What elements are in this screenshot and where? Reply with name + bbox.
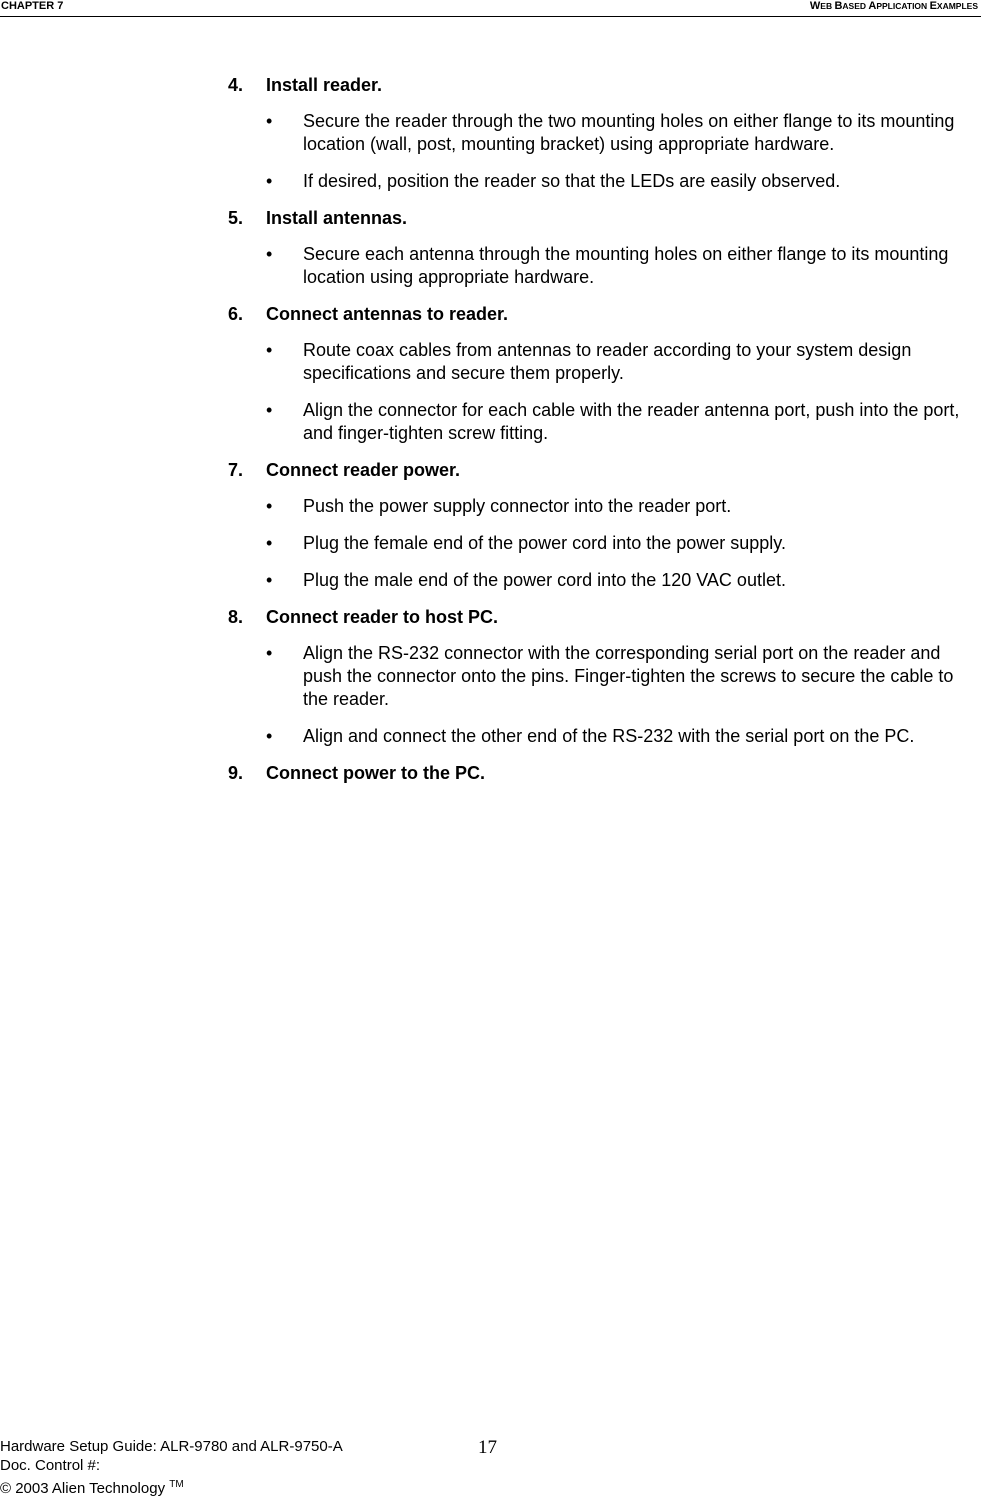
step-heading: [228, 762, 973, 784]
bullet-text: Align the connector for each cable with the reader antenna port, push into the port, and finger-tighten screw fitting.: [303, 400, 960, 443]
bullet-dot-icon: •: [266, 726, 273, 746]
step-item: [228, 762, 973, 784]
bullet-text: If desired, position the reader so that the LEDs are easily observed.: [303, 171, 841, 191]
bullet-dot-icon: •: [266, 244, 273, 264]
step-item: [228, 606, 973, 748]
page-header: [0, 0, 981, 17]
installation-steps: [228, 74, 973, 798]
bullet-text: Align and connect the other end of the RS-232 with the serial port on the PC.: [303, 726, 915, 746]
bullet-text: Align the RS-232 connector with the corresponding serial port on the reader and push the connector onto the pins. Finger-tighten the screws to secure the cable to the reader.: [303, 643, 954, 709]
step-heading: [228, 303, 973, 325]
bullet-dot-icon: •: [266, 400, 273, 420]
step-number: 7.: [228, 460, 244, 480]
trademark-mark: TM: [169, 1479, 184, 1490]
step-bullet-list: [228, 110, 973, 193]
copyright-text: © 2003 Alien Technology: [0, 1480, 166, 1497]
bullet-text: Plug the female end of the power cord into the power supply.: [303, 533, 786, 553]
bullet-dot-icon: •: [266, 340, 273, 360]
step-title: Connect power to the PC.: [266, 763, 486, 783]
step-heading: [228, 606, 973, 628]
section-title-cap: E: [929, 0, 937, 12]
bullet-item: [228, 569, 973, 592]
bullet-dot-icon: •: [266, 111, 273, 131]
section-title-rest: XAMPLES: [936, 1, 978, 11]
step-item: [228, 303, 973, 445]
step-title: Connect reader to host PC.: [266, 607, 499, 627]
section-title-rest: EB: [820, 1, 835, 11]
step-item: [228, 207, 973, 289]
step-number: 4.: [228, 75, 244, 95]
step-bullet-list: [228, 642, 973, 748]
step-title: Install reader.: [266, 75, 383, 95]
step-bullet-list: [228, 339, 973, 445]
bullet-dot-icon: •: [266, 171, 273, 191]
bullet-item: [228, 170, 973, 193]
bullet-item: [228, 725, 973, 748]
section-title-cap: W: [809, 0, 821, 12]
bullet-dot-icon: •: [266, 643, 273, 663]
bullet-item: [228, 399, 973, 445]
footer-doc-control: Doc. Control #:: [0, 1457, 101, 1474]
page-number: 17: [478, 1437, 497, 1458]
bullet-text: Push the power supply connector into the reader port.: [303, 496, 732, 516]
step-number: 9.: [228, 763, 244, 783]
step-number: 6.: [228, 304, 244, 324]
step-item: [228, 459, 973, 592]
step-heading: [228, 459, 973, 481]
bullet-dot-icon: •: [266, 570, 273, 590]
footer-copyright: [0, 1475, 343, 1498]
bullet-text: Route coax cables from antennas to reader according to your system design specifications and secure them properly.: [303, 340, 912, 383]
bullet-item: [228, 642, 973, 711]
step-item: [228, 74, 973, 193]
bullet-item: [228, 243, 973, 289]
step-heading: [228, 74, 973, 96]
step-number: 5.: [228, 208, 244, 228]
bullet-dot-icon: •: [266, 533, 273, 553]
bullet-item: [228, 110, 973, 156]
step-title: Connect reader power.: [266, 460, 461, 480]
step-title: Install antennas.: [266, 208, 408, 228]
bullet-dot-icon: •: [266, 496, 273, 516]
step-heading: [228, 207, 973, 229]
step-number: 8.: [228, 607, 244, 627]
bullet-item: [228, 532, 973, 555]
bullet-item: [228, 495, 973, 518]
bullet-text: Plug the male end of the power cord into the 120 VAC outlet.: [303, 570, 786, 590]
section-title-cap: A: [868, 0, 877, 12]
bullet-text: Secure the reader through the two mounting holes on either flange to its mounting location (wall, post, mounting bracket) using appropriate hardware.: [303, 111, 955, 154]
bullet-item: [228, 339, 973, 385]
section-title-rest: PPLICATION: [876, 1, 930, 11]
step-bullet-list: [228, 243, 973, 289]
page-footer: [0, 1437, 343, 1498]
section-title-rest: ASED: [842, 1, 869, 11]
chapter-label: CHAPTER 7: [1, 0, 64, 12]
step-bullet-list: [228, 495, 973, 592]
step-title: Connect antennas to reader.: [266, 304, 509, 324]
bullet-text: Secure each antenna through the mounting holes on either flange to its mounting location using appropriate hardware.: [303, 244, 949, 287]
section-title: [810, 0, 978, 12]
section-title-cap: B: [834, 0, 843, 12]
footer-guide-title: Hardware Setup Guide: ALR-9780 and ALR-9750-A: [0, 1438, 343, 1455]
